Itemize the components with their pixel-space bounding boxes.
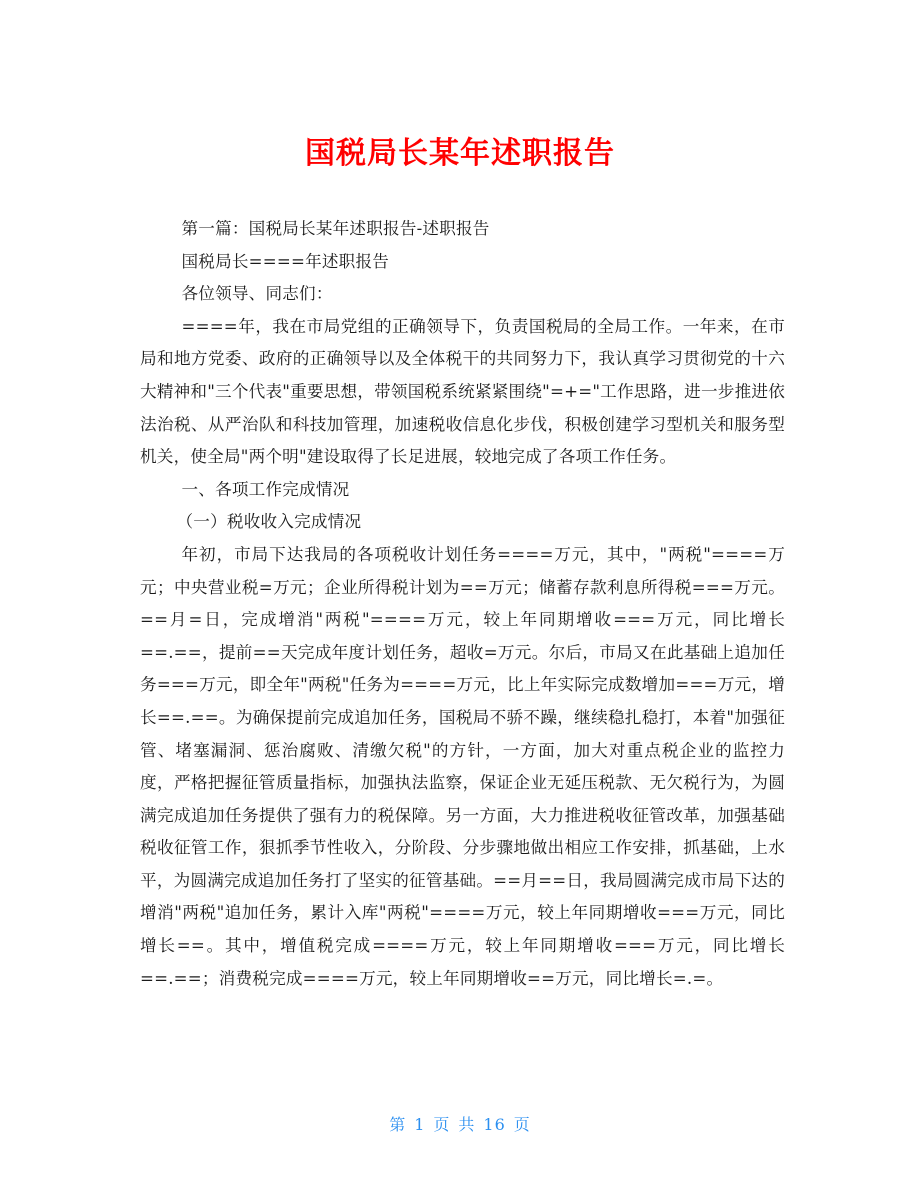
footer-total-word: 共: [458, 1115, 476, 1134]
document-title: 国税局长某年述职报告: [305, 136, 615, 172]
document-body: [140, 213, 785, 995]
page-footer: [0, 1112, 920, 1135]
footer-prefix: 第: [389, 1115, 407, 1134]
section-heading-work-completion: 一、各项工作完成情况: [181, 479, 350, 499]
salutation: 各位领导、同志们：: [181, 284, 333, 304]
subsection-heading-tax-revenue: （一）税收收入完成情况: [176, 512, 362, 532]
report-subtitle: 国税局长====年述职报告: [181, 251, 390, 271]
total-pages-number: 16: [483, 1115, 506, 1134]
intro-paragraph: ====年，我在市局党组的正确领导下，负责国税局的全局工作。一年来，在市局和地方党委、政府的正确领导以及全体税干的共同努力下，我认真学习贯彻党的十六大精神和"三个代表"重要思想，带领国税系统紧紧围绕"=+="工作思路，进一步推进依法治税、从严治队和科技加管理，加速税收信息化步伐，积极创建学习型机关和服务型机关，使全局"两个明"建设取得了长足进展，较地完成了各项工作任务。: [140, 316, 785, 467]
footer-suffix: 页: [513, 1115, 531, 1134]
current-page-number: 1: [414, 1115, 426, 1134]
tax-revenue-paragraph: 年初，市局下达我局的各项税收计划任务====万元，其中，"两税"====万元；中央营业税=万元；企业所得税计划为==万元；储蓄存款利息所得税===万元。==月=日，完成增消"两税"====万元，较上年同期增收===万元，同比增长==.==，提前==天完成年度计划任务，超收=万元。尔后，市局又在此基础上追加任务===万元，即全年"两税"任务为====万元，比上年实际完成数增加===万元，增长==.==。为确保提前完成追加任务，国税局不骄不躁，继续稳扎稳打，本着"加强征管、堵塞漏洞、惩治腐败、清缴欠税"的方针，一方面，加大对重点税企业的监控力度，严格把握征管质量指标，加强执法监察，保证企业无延压税款、无欠税行为，为圆满完成追加任务提供了强有力的税保障。另一方面，大力推进税收征管改革，加强基础税收征管工作，狠抓季节性收入，分阶段、分步骤地做出相应工作安排，抓基础，上水平，为圆满完成追加任务打了坚实的征管基础。==月==日，我局圆满完成市局下达的增消"两税"追加任务，累计入库"两税"====万元，较上年同期增收===万元，同比增长==。其中，增值税完成====万元，较上年同期增收===万元，同比增长==.==；消费税完成====万元，较上年同期增收==万元，同比增长=.=。: [140, 544, 785, 988]
section-heading-part-one: 第一篇：国税局长某年述职报告-述职报告: [181, 219, 490, 238]
footer-page-word: 页: [433, 1115, 451, 1134]
